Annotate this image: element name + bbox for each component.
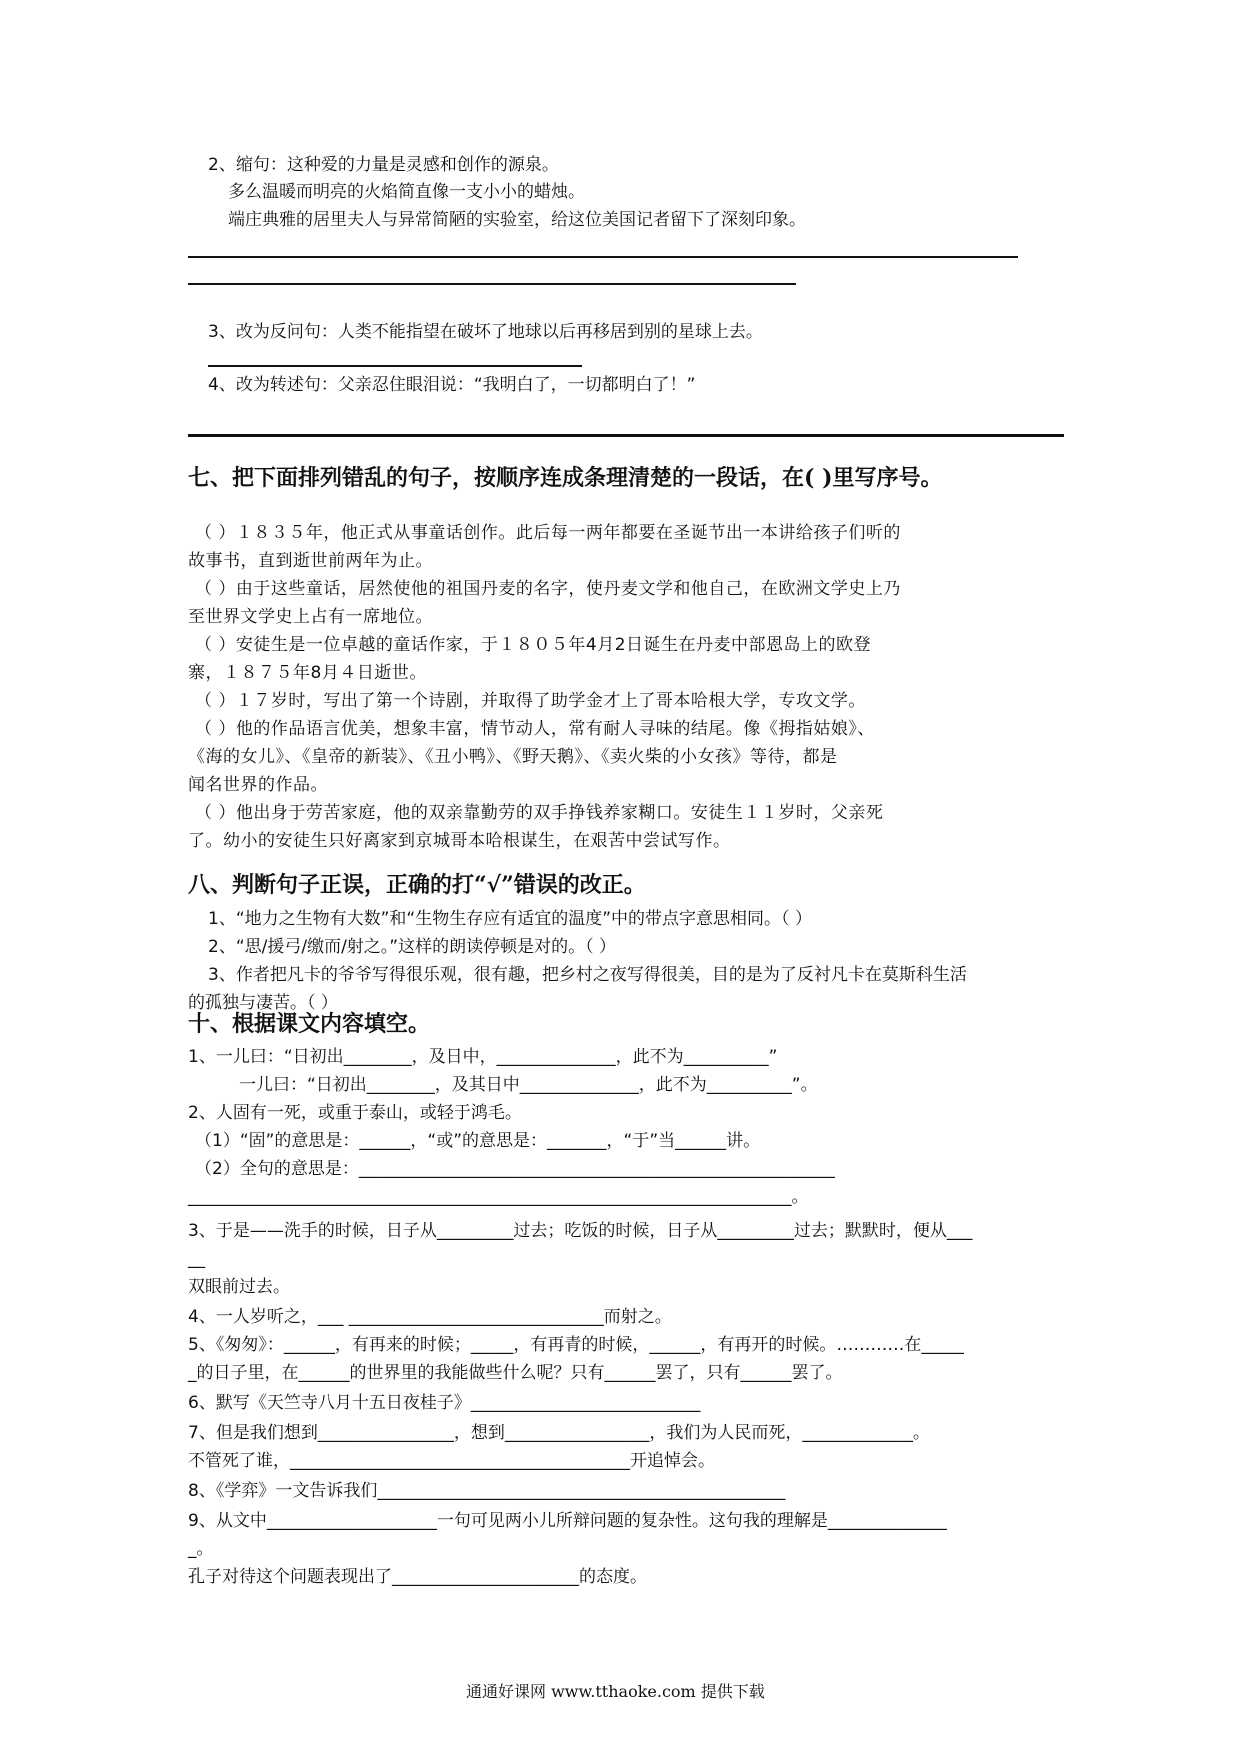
section7-line: （ ）由于这些童话，居然使他的祖国丹麦的名字，使丹麦文学和他自己，在欧洲文学史上乃	[195, 579, 901, 599]
section10-line: （1）“固”的意思是：______，“或”的意思是：_______，“于”当______讲。	[195, 1131, 761, 1151]
answer-line[interactable]	[188, 283, 796, 285]
section10-title: 十、根据课文内容填空。	[188, 1011, 431, 1037]
section8-item: 的孤独与凄苦。（ ）	[188, 993, 338, 1013]
answer-line[interactable]	[208, 365, 582, 367]
section10-line: 8、《学弈》一文告诉我们________________________________________________	[188, 1481, 786, 1501]
section8-item: 2、“思/援弓/缴而/射之。”这样的朗读停顿是对的。（ ）	[208, 937, 617, 957]
section7-line: 寨，１８７５年8月４日逝世。	[188, 663, 427, 683]
section10-line: 5、《匆匆》：______，有再来的时候；_____，有再青的时候，______，有再开的时候。…………在_____	[188, 1335, 964, 1355]
section7-line: 《海的女儿》、《皇帝的新装》、《丑小鸭》、《野天鹅》、《卖火柴的小女孩》等待，都是	[188, 747, 838, 767]
section6-q4-label: 4、改为转述句：父亲忍住眼泪说：“我明白了，一切都明白了！”	[208, 375, 696, 395]
section10-line: 2、人固有一死，或重于泰山，或轻于鸿毛。	[188, 1103, 522, 1123]
section10-line: 不管死了谁，________________________________________开追悼会。	[188, 1451, 715, 1471]
section8-item: 3、作者把凡卡的爷爷写得很乐观，很有趣，把乡村之夜写得很美，目的是为了反衬凡卡在莫斯科生活	[208, 965, 967, 985]
section7-line: 故事书，直到逝世前两年为止。	[188, 551, 433, 571]
section-divider	[188, 434, 1064, 437]
section7-line: （ ）他出身于劳苦家庭，他的双亲靠勤劳的双手挣钱养家糊口。安徒生１１岁时，父亲死	[195, 803, 884, 823]
section7-line: 至世界文学史上占有一席地位。	[188, 607, 433, 627]
section10-line: 7、但是我们想到________________，想到_________________，我们为人民而死，_____________。	[188, 1423, 930, 1443]
section10-line: 6、默写《天竺寺八月十五日夜桂子》___________________________	[188, 1393, 701, 1413]
page-footer: 通通好课网 www.tthaoke.com 提供下载	[466, 1682, 765, 1701]
section10-line: _______________________________________________________________________。	[188, 1187, 809, 1207]
section10-line: 孔子对待这个问题表现出了______________________的态度。	[188, 1567, 647, 1587]
section6-q2-sentence-3: 端庄典雅的居里夫人与异常简陋的实验室，给这位美国记者留下了深刻印象。	[228, 210, 806, 230]
section10-line: 双眼前过去。	[188, 1277, 290, 1297]
section10-line: 一儿曰：“日初出________，及其日中______________，此不为__________”。	[239, 1075, 818, 1095]
section10-line: 9、从文中____________________一句可见两小儿所辩问题的复杂性。这句我的理解是______________	[188, 1511, 947, 1531]
section10-line: 1、一儿曰：“日初出________，及日中，______________，此不为__________”	[188, 1047, 778, 1067]
section6-q3-label: 3、改为反问句：人类不能指望在破坏了地球以后再移居到别的星球上去。	[208, 322, 763, 342]
section8-item: 1、“地力之生物有大数”和“生物生存应有适宜的温度”中的带点字意思相同。（ ）	[208, 909, 812, 929]
section8-title: 八、判断句子正误，正确的打“√”错误的改正。	[188, 872, 646, 898]
section7-title: 七、把下面排列错乱的句子，按顺序连成条理清楚的一段话，在( )里写序号。	[188, 465, 943, 491]
section7-line: （ ）１８３５年，他正式从事童话创作。此后每一两年都要在圣诞节出一本讲给孩子们听的	[195, 523, 901, 543]
section7-line: （ ）１７岁时，写出了第一个诗剧，并取得了助学金才上了哥本哈根大学，专攻文学。	[195, 691, 866, 711]
section10-line: __	[188, 1249, 205, 1269]
section7-line: （ ）安徒生是一位卓越的童话作家，于１８０５年4月2日诞生在丹麦中部恩岛上的欧登	[195, 635, 872, 655]
section6-q2-label: 2、缩句：这种爱的力量是灵感和创作的源泉。	[208, 155, 559, 175]
section10-line: 4、一人岁听之，___ ______________________________而射之。	[188, 1307, 672, 1327]
section10-line: _的日子里，在______的世界里的我能做些什么呢？只有______罢了，只有______罢了。	[188, 1363, 843, 1383]
section7-line: （ ）他的作品语言优美，想象丰富，情节动人，常有耐人寻味的结尾。像《拇指姑娘》、	[195, 719, 875, 739]
section10-line: 3、于是——洗手的时候，日子从_________过去；吃饭的时候，日子从_________过去；默默时，便从___	[188, 1221, 973, 1241]
section7-line: 了。幼小的安徒生只好离家到京城哥本哈根谋生，在艰苦中尝试写作。	[188, 831, 731, 851]
section6-q2-sentence-2: 多么温暖而明亮的火焰简直像一支小小的蜡烛。	[228, 182, 585, 202]
answer-line[interactable]	[188, 256, 1018, 258]
section10-line: _。	[188, 1539, 214, 1559]
section10-line: （2）全句的意思是：________________________________________________________	[195, 1159, 835, 1179]
section7-line: 闻名世界的作品。	[188, 775, 328, 795]
